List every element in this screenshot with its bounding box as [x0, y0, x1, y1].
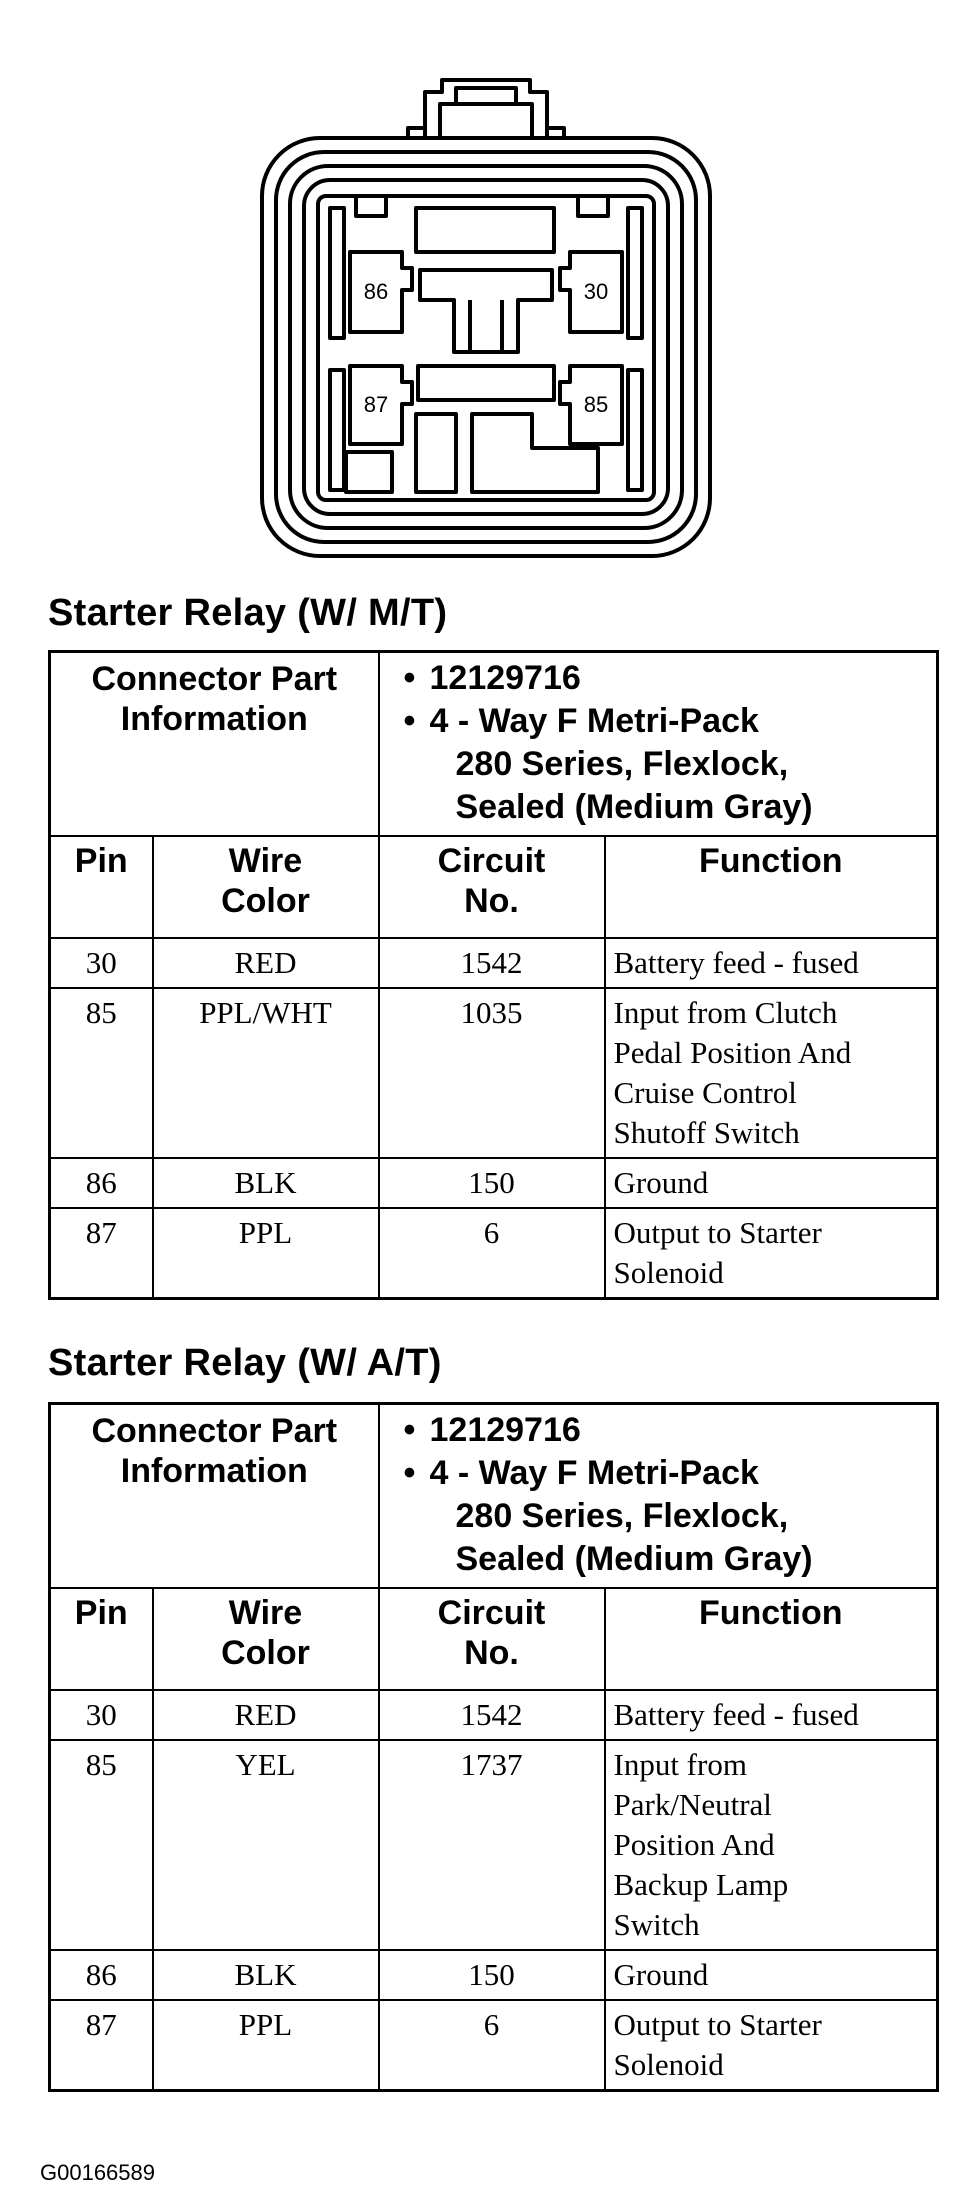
- header-wire-line1: Wire: [228, 1594, 303, 1632]
- wire-color-cell: PPL/WHT: [153, 988, 379, 1158]
- header-circuit-no: [379, 836, 605, 938]
- wire-color-cell: RED: [153, 1690, 379, 1740]
- function-cell: [605, 1740, 938, 1950]
- pin-cell: 85: [50, 988, 153, 1158]
- connector-info-label-line1: Connector Part: [91, 660, 338, 698]
- section-title-manual-transmission: Starter Relay (W/ M/T): [48, 592, 448, 634]
- circuit-cell: 150: [379, 1158, 605, 1208]
- connector-desc-line3: Sealed (Medium Gray): [455, 788, 813, 826]
- function-line: Park/Neutral: [613, 1787, 772, 1822]
- function-line: Output to Starter: [613, 2007, 822, 2042]
- circuit-cell: 6: [379, 1208, 605, 1299]
- table-row: [50, 1690, 938, 1740]
- connector-desc-line2: 280 Series, Flexlock,: [455, 745, 789, 783]
- circuit-cell: 1542: [379, 938, 605, 988]
- table-row: [50, 1740, 938, 1950]
- connector-info-label: [50, 652, 379, 837]
- function-cell: [605, 1158, 938, 1208]
- function-line: Input from Clutch: [613, 995, 838, 1030]
- header-pin: Pin: [50, 1588, 153, 1690]
- connector-info-value: [379, 1404, 938, 1589]
- wire-color-cell: BLK: [153, 1950, 379, 2000]
- wire-color-cell: YEL: [153, 1740, 379, 1950]
- circuit-cell: 1035: [379, 988, 605, 1158]
- function-line: Output to Starter: [613, 1215, 822, 1250]
- connector-info-label-line2: Information: [120, 700, 308, 738]
- connector-desc-line1: • 4 - Way F Metri-Pack: [430, 700, 937, 743]
- wire-color-cell: PPL: [153, 1208, 379, 1299]
- function-line: Ground: [613, 1957, 709, 1992]
- function-line: Battery feed - fused: [613, 945, 859, 980]
- function-line: Backup Lamp: [613, 1867, 789, 1902]
- header-pin: Pin: [50, 836, 153, 938]
- connector-desc-line2: 280 Series, Flexlock,: [455, 1497, 789, 1535]
- function-line: Switch: [613, 1907, 700, 1942]
- header-circuit-line1: Circuit: [437, 1594, 546, 1632]
- connector-info-row: [50, 1404, 938, 1589]
- figure-id: G00166589: [40, 2160, 155, 2185]
- pinout-table-manual-transmission: [48, 650, 939, 1300]
- pin-label-85: 85: [583, 392, 609, 417]
- circuit-cell: 1737: [379, 1740, 605, 1950]
- table-row: [50, 988, 938, 1158]
- table-row: [50, 1158, 938, 1208]
- pin-cell: 30: [50, 1690, 153, 1740]
- pin-label-30: 30: [583, 279, 609, 304]
- part-number: • 12129716: [430, 657, 937, 700]
- pin-cell: 30: [50, 938, 153, 988]
- table-row: [50, 2000, 938, 2091]
- connector-info-row: [50, 652, 938, 837]
- pin-cell: 85: [50, 1740, 153, 1950]
- table-header-row: [50, 1588, 938, 1690]
- wire-color-cell: RED: [153, 938, 379, 988]
- function-line: Position And: [613, 1827, 775, 1862]
- part-number: • 12129716: [430, 1409, 937, 1452]
- function-line: Solenoid: [613, 2047, 724, 2082]
- function-line: Battery feed - fused: [613, 1697, 859, 1732]
- header-circuit-no: [379, 1588, 605, 1690]
- table-header-row: [50, 836, 938, 938]
- pin-cell: 86: [50, 1950, 153, 2000]
- header-function: Function: [605, 1588, 938, 1690]
- pinout-table-automatic-transmission: [48, 1402, 939, 2092]
- header-wire-line2: Color: [221, 882, 310, 920]
- connector-info-label: [50, 1404, 379, 1589]
- function-line: Shutoff Switch: [613, 1115, 800, 1150]
- circuit-cell: 6: [379, 2000, 605, 2091]
- circuit-cell: 1542: [379, 1690, 605, 1740]
- function-line: Input from: [613, 1747, 747, 1782]
- table-row: [50, 1950, 938, 2000]
- header-function: Function: [605, 836, 938, 938]
- function-cell: [605, 2000, 938, 2091]
- pin-label-87: 87: [363, 392, 389, 417]
- connector-info-label-line2: Information: [120, 1452, 308, 1490]
- function-line: Ground: [613, 1165, 709, 1200]
- wire-color-cell: BLK: [153, 1158, 379, 1208]
- table-row: [50, 938, 938, 988]
- header-wire-color: [153, 1588, 379, 1690]
- header-wire-line1: Wire: [228, 842, 303, 880]
- connector-face-diagram: [0, 0, 973, 580]
- header-circuit-line2: No.: [464, 1634, 519, 1672]
- pin-cell: 86: [50, 1158, 153, 1208]
- function-cell: [605, 938, 938, 988]
- header-circuit-line1: Circuit: [437, 842, 546, 880]
- connector-desc-line1: • 4 - Way F Metri-Pack: [430, 1452, 937, 1495]
- function-line: Solenoid: [613, 1255, 724, 1290]
- circuit-cell: 150: [379, 1950, 605, 2000]
- connector-desc-line3: Sealed (Medium Gray): [455, 1540, 813, 1578]
- pin-cell: 87: [50, 2000, 153, 2091]
- connector-info-label-line1: Connector Part: [91, 1412, 338, 1450]
- function-cell: [605, 1950, 938, 2000]
- header-wire-color: [153, 836, 379, 938]
- function-line: Cruise Control: [613, 1075, 797, 1110]
- function-cell: [605, 1690, 938, 1740]
- connector-info-value: [379, 652, 938, 837]
- header-wire-line2: Color: [221, 1634, 310, 1672]
- function-cell: [605, 1208, 938, 1299]
- header-circuit-line2: No.: [464, 882, 519, 920]
- pin-cell: 87: [50, 1208, 153, 1299]
- section-title-automatic-transmission: Starter Relay (W/ A/T): [48, 1342, 442, 1384]
- function-line: Pedal Position And: [613, 1035, 852, 1070]
- wire-color-cell: PPL: [153, 2000, 379, 2091]
- pin-label-86: 86: [363, 279, 389, 304]
- function-cell: [605, 988, 938, 1158]
- table-row: [50, 1208, 938, 1299]
